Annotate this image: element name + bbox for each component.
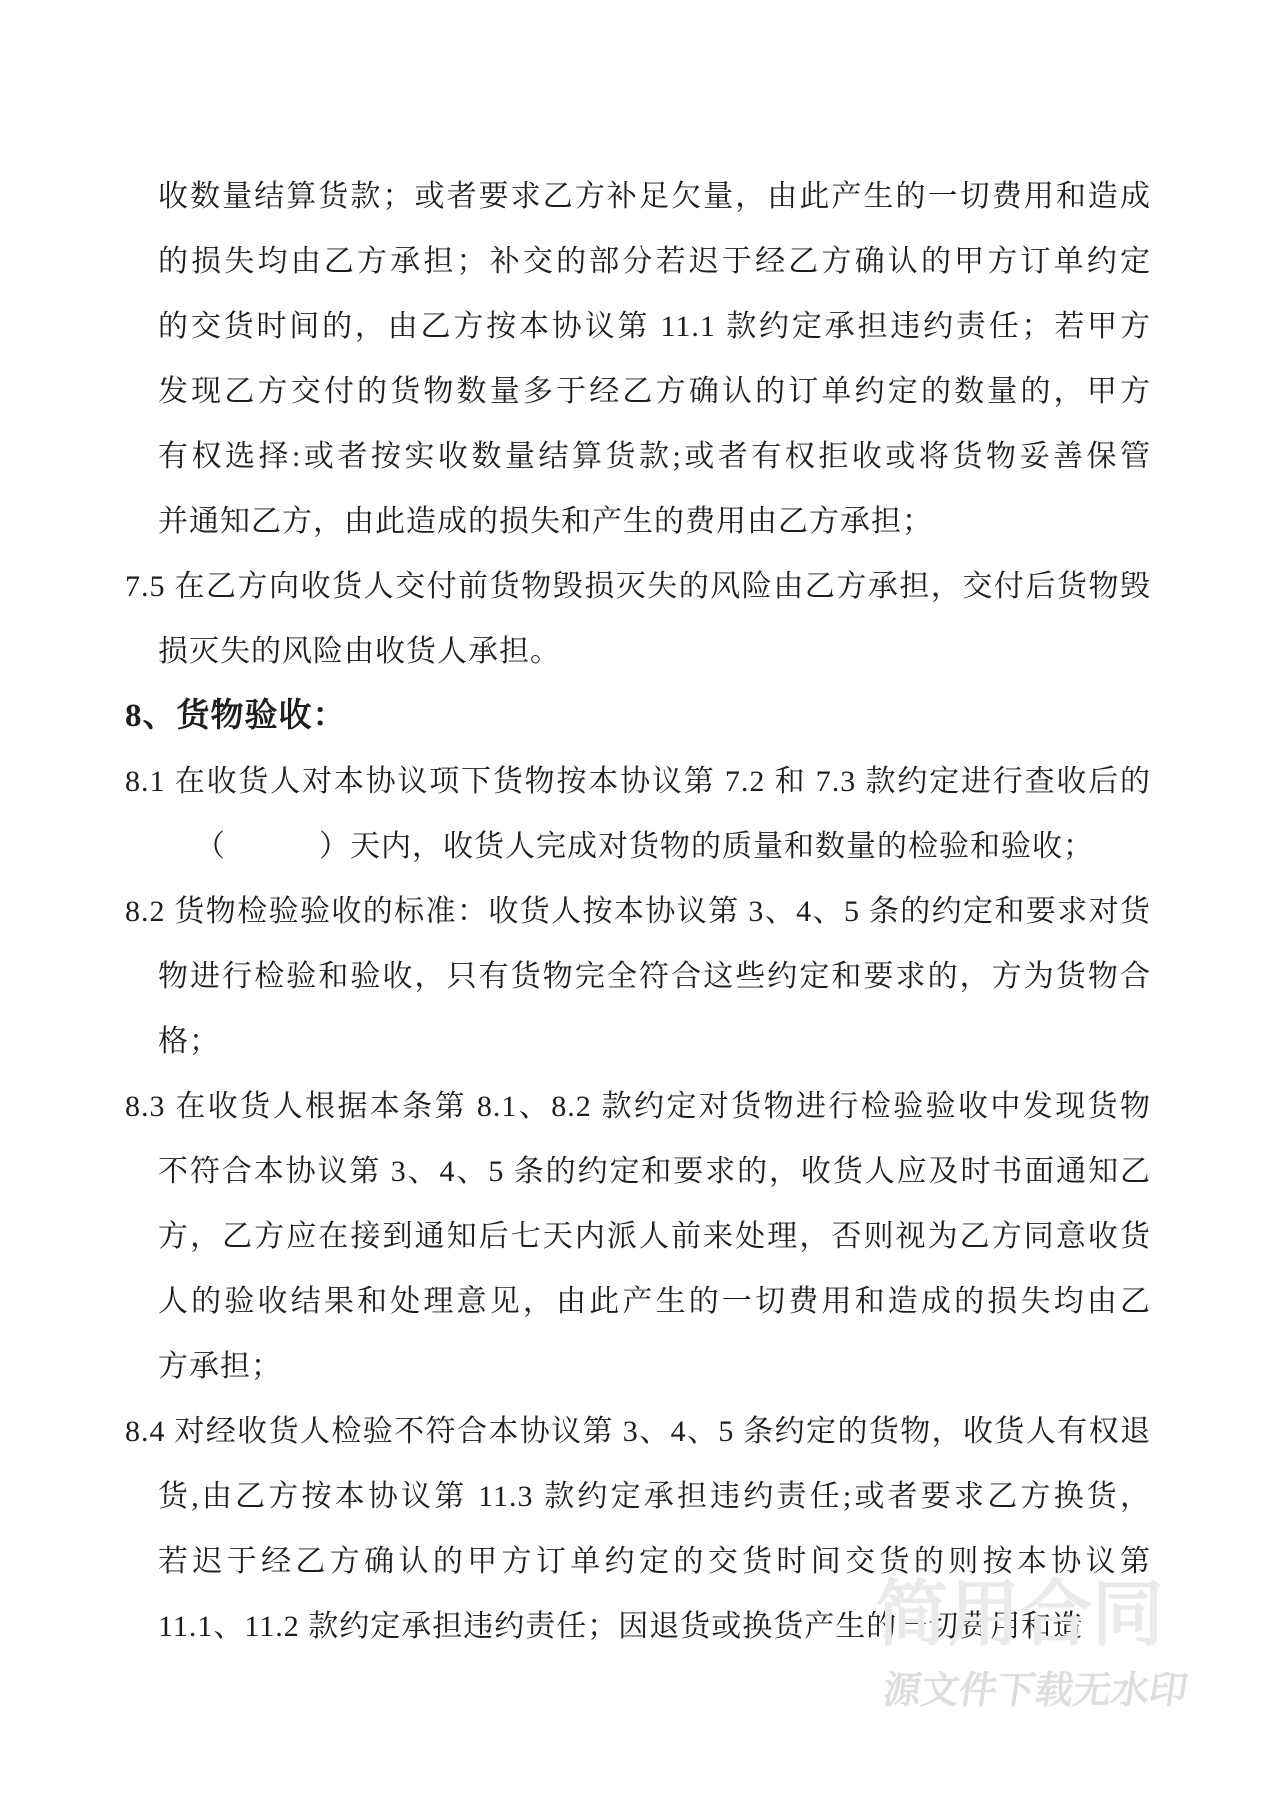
text-line: 物进行检验和验收，只有货物完全符合这些约定和要求的，方为货物合 [158, 960, 1151, 993]
text-line: 货,由乙方按本协议第 11.3 款约定承担违约责任;或者要求乙方换货， [158, 1480, 1151, 1513]
text-line: 有权选择:或者按实收数量结算货款;或者有权拒收或将货物妥善保管 [158, 440, 1151, 473]
text-line: 8.1 在收货人对本协议项下货物按本协议第 7.2 和 7.3 款约定进行查收后的 [125, 765, 1151, 798]
text-line: 方承担； [158, 1350, 282, 1383]
contract-text-block [125, 164, 1151, 1659]
text-line: 方，乙方应在接到通知后七天内派人前来处理，否则视为乙方同意收货 [158, 1220, 1151, 1253]
text-line: 8.3 在收货人根据本条第 8.1、8.2 款约定对货物进行检验验收中发现货物 [125, 1090, 1151, 1123]
text-line: 不符合本协议第 3、4、5 条的约定和要求的，收货人应及时书面通知乙 [158, 1155, 1151, 1188]
text-line: 11.1、11.2 款约定承担违约责任；因退货或换货产生的一切费用和造 [158, 1610, 1084, 1643]
text-line: 格； [158, 1025, 220, 1058]
text-line: 的交货时间的，由乙方按本协议第 11.1 款约定承担违约责任；若甲方 [158, 310, 1151, 343]
watermark-logo: 简用合同 [876, 1575, 1165, 1655]
watermark-tagline: 源文件下载无水印 [880, 1670, 1191, 1712]
text-line: 发现乙方交付的货物数量多于经乙方确认的订单约定的数量的，甲方 [158, 375, 1151, 408]
text-line: 8.2 货物检验验收的标准：收货人按本协议第 3、4、5 条的约定和要求对货 [125, 895, 1151, 928]
text-line: 的损失均由乙方承担；补交的部分若迟于经乙方确认的甲方订单约定 [158, 245, 1151, 278]
text-line: 收数量结算货款；或者要求乙方补足欠量，由此产生的一切费用和造成 [158, 180, 1151, 213]
text-line: 并通知乙方，由此造成的损失和产生的费用由乙方承担； [158, 505, 933, 538]
text-line: （ ）天内，收货人完成对货物的质量和数量的检验和验收； [195, 830, 1094, 863]
text-line: 若迟于经乙方确认的甲方订单约定的交货时间交货的则按本协议第 [158, 1545, 1151, 1578]
text-line: 损灭失的风险由收货人承担。 [158, 635, 561, 668]
text-line: 8.4 对经收货人检验不符合本协议第 3、4、5 条约定的货物，收货人有权退 [125, 1415, 1151, 1448]
section-heading: 8、货物验收： [125, 698, 347, 734]
text-line: 7.5 在乙方向收货人交付前货物毁损灭失的风险由乙方承担，交付后货物毁 [125, 570, 1151, 603]
text-line: 人的验收结果和处理意见，由此产生的一切费用和造成的损失均由乙 [158, 1285, 1151, 1318]
